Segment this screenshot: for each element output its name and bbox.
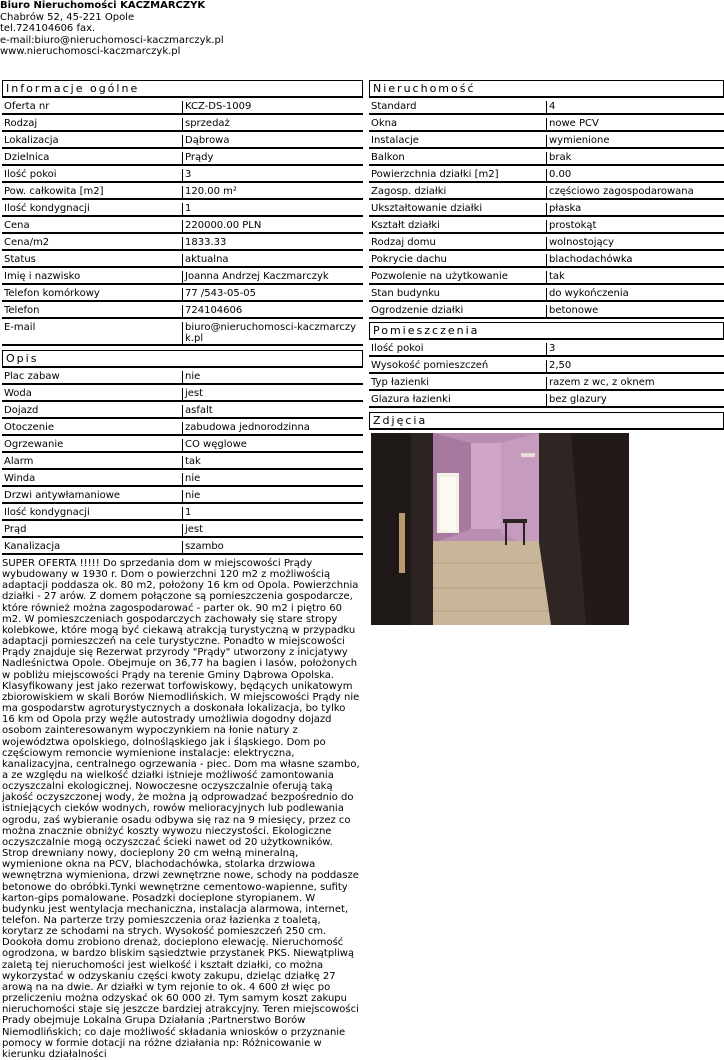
- opis-row-label: Winda: [2, 473, 183, 485]
- general-info-row-label: Lokalizacja: [2, 135, 183, 147]
- opis-row: [2, 371, 363, 385]
- rooms-table: [369, 343, 724, 408]
- opis-row-value: jest: [185, 388, 204, 399]
- opis-row: [2, 473, 363, 487]
- general-info-row: [2, 305, 363, 319]
- interior-photo-image: [371, 433, 629, 625]
- agency-phone: tel.724104606 fax.: [0, 23, 96, 34]
- section-title-property: Nieruchomość: [369, 80, 724, 98]
- general-info-row: [2, 322, 363, 346]
- general-info-row-label: Imię i nazwisko: [2, 271, 183, 283]
- opis-row-label: Prąd: [2, 524, 183, 536]
- property-row-label: Ukształtowanie działki: [369, 203, 547, 215]
- rooms-row-value: 3: [549, 343, 556, 354]
- rooms-row-value: 2,50: [549, 360, 572, 371]
- opis-row-value: 1: [185, 507, 192, 518]
- rooms-row: [369, 394, 724, 408]
- property-row-label: Instalacje: [369, 135, 547, 147]
- general-info-row-value: KCZ-DS-1009: [185, 101, 252, 112]
- agency-email[interactable]: e-mail:biuro@nieruchomosci-kaczmarczyk.pl: [0, 34, 224, 46]
- opis-row: [2, 388, 363, 402]
- opis-row-value: nie: [185, 371, 201, 382]
- property-row-value: blachodachówka: [549, 254, 633, 265]
- rooms-row-value: razem z wc, z oknem: [549, 377, 655, 388]
- property-row-value: brak: [549, 152, 572, 163]
- property-row-label: Rodzaj domu: [369, 237, 547, 249]
- opis-row-value: jest: [185, 524, 204, 535]
- rooms-row: [369, 377, 724, 391]
- property-row-label: Okna: [369, 118, 547, 130]
- property-row-label: Pozwolenie na użytkowanie: [369, 271, 547, 283]
- property-row: [369, 288, 724, 302]
- rooms-row: [369, 343, 724, 357]
- section-title-general: Informacje ogólne: [2, 80, 363, 98]
- general-info-row: [2, 186, 363, 200]
- opis-row: [2, 405, 363, 419]
- general-info-row-value: Dąbrowa: [185, 135, 230, 146]
- property-row-value: tak: [549, 271, 565, 282]
- property-row: [369, 305, 724, 319]
- opis-row: [2, 507, 363, 521]
- rooms-row-label: Ilość pokoi: [369, 343, 547, 355]
- rooms-row-value: bez glazury: [549, 394, 607, 405]
- general-info-row-label: Cena/m2: [2, 237, 183, 249]
- opis-row: [2, 541, 363, 555]
- property-row: [369, 254, 724, 268]
- opis-row-value: szambo: [185, 541, 224, 552]
- opis-row-label: Kanalizacja: [2, 541, 183, 553]
- opis-row-label: Drzwi antywłamaniowe: [2, 490, 183, 502]
- general-info-row: [2, 101, 363, 115]
- property-row-value: nowe PCV: [549, 118, 599, 129]
- general-info-row: [2, 237, 363, 251]
- opis-row-label: Woda: [2, 388, 183, 400]
- property-row-label: Zagosp. działki: [369, 186, 547, 198]
- general-info-row-value: 724104606: [185, 305, 243, 316]
- opis-row-label: Plac zabaw: [2, 371, 183, 383]
- property-row-label: Kształt działki: [369, 220, 547, 232]
- opis-row-value: CO węglowe: [185, 439, 247, 450]
- agency-website[interactable]: www.nieruchomosci-kaczmarczyk.pl: [0, 46, 181, 57]
- opis-row: [2, 439, 363, 453]
- rooms-row-label: Typ łazienki: [369, 377, 547, 389]
- general-info-row: [2, 118, 363, 132]
- property-row: [369, 271, 724, 285]
- general-info-row-value: 1833.33: [185, 237, 227, 248]
- general-info-row: [2, 152, 363, 166]
- general-info-row-value: 3: [185, 169, 192, 180]
- general-info-row: [2, 203, 363, 217]
- general-info-row: [2, 288, 363, 302]
- property-row-value: częściowo zagospodarowana: [549, 186, 694, 197]
- opis-row-label: Alarm: [2, 456, 183, 468]
- agency-header: [0, 0, 224, 58]
- opis-row: [2, 456, 363, 470]
- rooms-row-label: Wysokość pomieszczeń: [369, 360, 547, 372]
- property-row-label: Standard: [369, 101, 547, 113]
- property-row-value: betonowe: [549, 305, 599, 316]
- property-row-label: Pokrycie dachu: [369, 254, 547, 266]
- general-info-row-value: Joanna Andrzej Kaczmarczyk: [185, 271, 329, 282]
- property-row-value: płaska: [549, 203, 582, 214]
- general-info-table: [2, 101, 363, 346]
- general-info-row: [2, 220, 363, 234]
- general-info-row-label: Status: [2, 254, 183, 266]
- general-info-row-value: Prądy: [185, 152, 214, 163]
- general-info-row-label: Dzielnica: [2, 152, 183, 164]
- general-info-row-label: Ilość pokoi: [2, 169, 183, 181]
- property-row-label: Stan budynku: [369, 288, 547, 300]
- property-row-label: Balkon: [369, 152, 547, 164]
- opis-row-label: Otoczenie: [2, 422, 183, 434]
- general-info-row-value[interactable]: biuro@nieruchomosci-kaczmarczyk.pl: [185, 322, 357, 344]
- property-row: [369, 220, 724, 234]
- general-info-row-label: Ilość kondygnacji: [2, 203, 183, 215]
- agency-name: Biuro Nieruchomości KACZMARCZYK: [0, 0, 206, 11]
- property-row: [369, 135, 724, 149]
- general-info-row-value: 120.00 m²: [185, 186, 237, 197]
- agency-address: Chabrów 52, 45-221 Opole: [0, 11, 135, 23]
- general-info-row-label: Rodzaj: [2, 118, 183, 130]
- rooms-row: [369, 360, 724, 374]
- property-row-value: wymienione: [549, 135, 610, 146]
- section-title-rooms: Pomieszczenia: [369, 322, 724, 340]
- property-row: [369, 101, 724, 115]
- general-info-row-label: Telefon komórkowy: [2, 288, 183, 300]
- property-row-value: prostokąt: [549, 220, 597, 231]
- offer-description: SUPER OFERTA !!!!! Do sprzedania dom w miejscowości Prądy wybudowany w 1930 r. Dom o powierzchni 120 m2 z możliwością adaptacji poddasza ok. 80 m2, położony 16 km od Opola. Powierzchnia działki - 27 arów. Z domem połączone są pomieszczenia gospodarcze, które również można zagospodarować - parter ok. 90 m2 i piętro 60 m2. W pomieszczeniach gospodarczych zachowały się stare stropy kolebkowe, które mogą być ciekawą atrakcją turystyczną w przypadku adaptacji pomieszczeń na cele turystyczne. Ponadto w miejscowości Prądy znajduje się Rezerwat przyrody "Prądy" utworzony z inicjatywy Nadleśnictwa Opole. Obejmuje on 36,77 ha bagien i lasów, położonych w pobliżu miejscowości Prądy na terenie Gminy Dąbrowa Opolska. Klasyfikowany jest jako rezerwat torfowiskowy, będących unikatowym zbiorowiskiem w skali Borów Niemodlińskich. W miejscowości Prądy nie ma gospodarstw agroturystycznych a doskonała lokalizacja, bo tylko 16 km od Opola przy węźle autostrady umożliwia dogodny dojazd osobom zainteresowanym wypoczynkiem na łonie natury z województwa opolskiego, dolnośląskiego jak i śląskiego. Dom po częściowym remoncie wymienione instalacje: elektryczna, kanalizacyjna, centralnego ogrzewania - piec. Dom ma własne szambo, a ze względu na wielkość działki istnieje możliwość zamontowania oczyszczalni ekologicznej. Nowoczesne oczyszczalnie oferują taką jakość oczyszczonej wody, że można ją odprowadzać bezpośrednio do istniejących cieków wodnych, rowów melioracyjnych lub podlewania ogrodu, zaś wybieranie osadu odbywa się raz na 9 miesięcy, przez co można znacznie obniżyć koszty wywozu nieczystości. Ekologiczne oczyszczalnie mogą oczyszczać ścieki nawet od 20 użytkowników. Strop drewniany nowy, docieplony 20 cm wełną mineralną, wymienione okna na PCV, blachodachówka, stolarka drzwiowa wewnętrzna wymieniona, drzwi zewnętrzne nowe, schody na poddasze betonowe do obróbki.Tynki wewnętrzne cementowo-wapienne, sufity karton-gips pomalowane. Posadzki docieplone styropianem. W budynku jest wentylacja mechaniczna, instalacja alarmowa, internet, telefon. Na parterze trzy pomieszczenia oraz łazienka z toaletą, korytarz ze schodami na strych. Wysokość pomieszczeń 250 cm. Dookoła domu zrobiono drenaż, docieplono elewację. Nieruchomość ogrodzona, w bardzo bliskim sąsiedztwie przystanek PKS. Niewątpliwą zaletą tej nieruchomości jest wielkość i kształt działki, co można wykorzystać w odzyskaniu części kwoty zakupu, dzieląc działkę 27 arową na na dwie. Ar działki w tym rejonie to ok. 4 600 zł więc po przeliczeniu można odzyskać ok 60 000 zł. Tym samym koszt zakupu nieruchomości staje się jeszcze bardziej atrakcyjny. Teren miejscowości Prady obejmuje Lokalna Grupa Działania ;Partnerstwo Borów Niemodlińskich; co daje możliwość składania wniosków o przyznanie pomocy w formie dotacji na różne działania np: Różnicowanie w kierunku działalności: [2, 558, 360, 1060]
- general-info-row-label: Pow. całkowita [m2]: [2, 186, 183, 198]
- general-info-row-label: Oferta nr: [2, 101, 183, 113]
- right-column: [369, 80, 724, 625]
- general-info-row: [2, 271, 363, 285]
- general-info-row-label: Cena: [2, 220, 183, 232]
- section-title-photos: Zdjęcia: [369, 412, 724, 430]
- opis-row-label: Ilość kondygnacji: [2, 507, 183, 519]
- opis-row-label: Dojazd: [2, 405, 183, 417]
- general-info-row: [2, 254, 363, 268]
- left-column: [2, 80, 363, 1060]
- rooms-row-label: Glazura łazienki: [369, 394, 547, 406]
- opis-row-value: zabudowa jednorodzinna: [185, 422, 310, 433]
- opis-row-value: nie: [185, 473, 201, 484]
- general-info-row-value: aktualna: [185, 254, 229, 265]
- opis-row: [2, 422, 363, 436]
- property-row: [369, 152, 724, 166]
- opis-row-value: asfalt: [185, 405, 213, 416]
- general-info-row: [2, 169, 363, 183]
- property-row-value: do wykończenia: [549, 288, 629, 299]
- general-info-row: [2, 135, 363, 149]
- property-row: [369, 169, 724, 183]
- property-row-value: wolnostojący: [549, 237, 615, 248]
- opis-row-label: Ogrzewanie: [2, 439, 183, 451]
- property-photo[interactable]: [371, 433, 629, 625]
- property-row: [369, 118, 724, 132]
- opis-table: [2, 371, 363, 555]
- section-title-opis: Opis: [2, 350, 363, 368]
- property-row-label: Powierzchnia działki [m2]: [369, 169, 547, 181]
- property-row-label: Ogrodzenie działki: [369, 305, 547, 317]
- opis-row-value: nie: [185, 490, 201, 501]
- opis-row: [2, 524, 363, 538]
- general-info-row-value: 220000.00 PLN: [185, 220, 262, 231]
- general-info-row-label: Telefon: [2, 305, 183, 317]
- opis-row: [2, 490, 363, 504]
- property-table: [369, 101, 724, 319]
- opis-row-value: tak: [185, 456, 201, 467]
- property-row: [369, 203, 724, 217]
- general-info-row-value: 77 /543-05-05: [185, 288, 257, 299]
- property-row: [369, 186, 724, 200]
- property-row-value: 4: [549, 101, 556, 112]
- general-info-row-label: E-mail: [2, 322, 183, 344]
- general-info-row-value: sprzedaż: [185, 118, 230, 129]
- property-row-value: 0.00: [549, 169, 572, 180]
- property-row: [369, 237, 724, 251]
- general-info-row-value: 1: [185, 203, 192, 214]
